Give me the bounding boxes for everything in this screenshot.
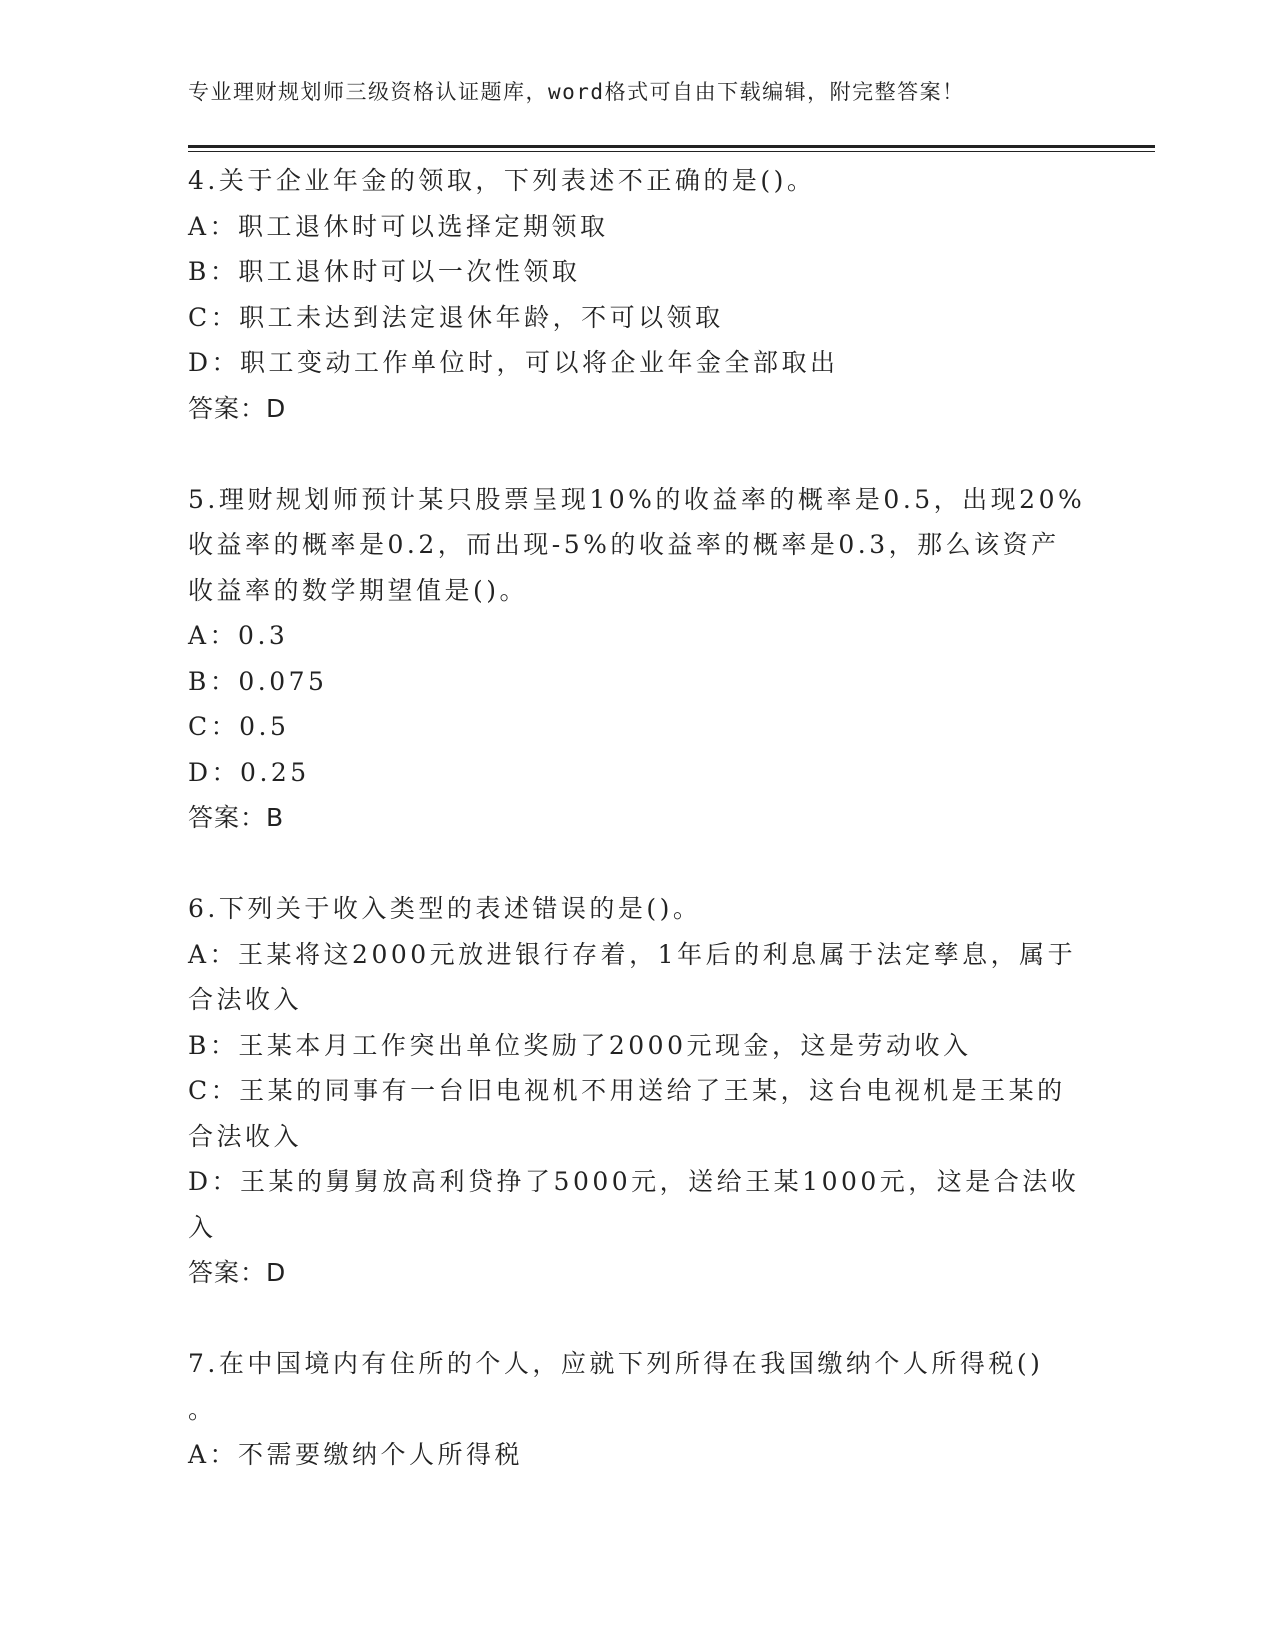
answer: 答案：B <box>188 803 285 832</box>
question-stem-line-3: 收益率的数学期望值是()。 <box>188 575 529 605</box>
question-stem: 6.下列关于收入类型的表述错误的是()。 <box>188 894 702 923</box>
option-a-line-2: 合法收入 <box>188 985 303 1014</box>
question-6 <box>188 886 1088 1296</box>
option-b: B：职工退休时可以一次性领取 <box>188 257 581 286</box>
page-header: 专业理财规划师三级资格认证题库，word格式可自由下载编辑，附完整答案！ <box>188 80 965 104</box>
header-rule-thick <box>188 145 1155 148</box>
question-5 <box>188 477 1088 841</box>
option-c: C：0.5 <box>188 712 290 741</box>
option-d-line-2: 入 <box>188 1212 217 1242</box>
option-d: D：职工变动工作单位时，可以将企业年金全部取出 <box>188 348 839 377</box>
question-stem-line-1: 5.理财规划师预计某只股票呈现10%的收益率的概率是0.5，出现20% <box>188 484 1086 514</box>
option-c: C：职工未达到法定退休年龄，不可以领取 <box>188 302 724 332</box>
option-a: A：0.3 <box>188 621 289 650</box>
question-stem-line-1: 7.在中国境内有住所的个人，应就下列所得在我国缴纳个人所得税() <box>188 1349 1044 1378</box>
option-d-line-1: D：王某的舅舅放高利贷挣了5000元，送给王某1000元，这是合法收 <box>188 1167 1080 1196</box>
question-stem: 4.关于企业年金的领取，下列表述不正确的是()。 <box>188 166 816 195</box>
question-7 <box>188 1341 1088 1478</box>
spacer <box>188 431 1088 477</box>
option-a: A：职工退休时可以选择定期领取 <box>188 211 609 241</box>
option-c-line-1: C：王某的同事有一台旧电视机不用送给了王某，这台电视机是王某的 <box>188 1076 1066 1105</box>
header-rule-thin <box>188 151 1155 152</box>
option-b: B：0.075 <box>188 666 328 696</box>
question-list <box>188 158 1088 1478</box>
option-d: D：0.25 <box>188 757 310 787</box>
spacer <box>188 841 1088 887</box>
option-a-line-1: A：王某将这2000元放进银行存着，1年后的利息属于法定孳息，属于 <box>188 939 1077 969</box>
question-4 <box>188 158 1088 431</box>
option-b: B：王某本月工作突出单位奖励了2000元现金，这是劳动收入 <box>188 1030 972 1060</box>
option-a: A：不需要缴纳个人所得税 <box>188 1440 524 1469</box>
answer: 答案：D <box>188 1258 287 1287</box>
question-stem-line-2: 。 <box>188 1394 217 1424</box>
question-stem-line-2: 收益率的概率是0.2，而出现-5%的收益率的概率是0.3，那么该资产 <box>188 530 1060 559</box>
option-c-line-2: 合法收入 <box>188 1121 303 1151</box>
spacer <box>188 1296 1088 1342</box>
answer: 答案：D <box>188 393 287 423</box>
